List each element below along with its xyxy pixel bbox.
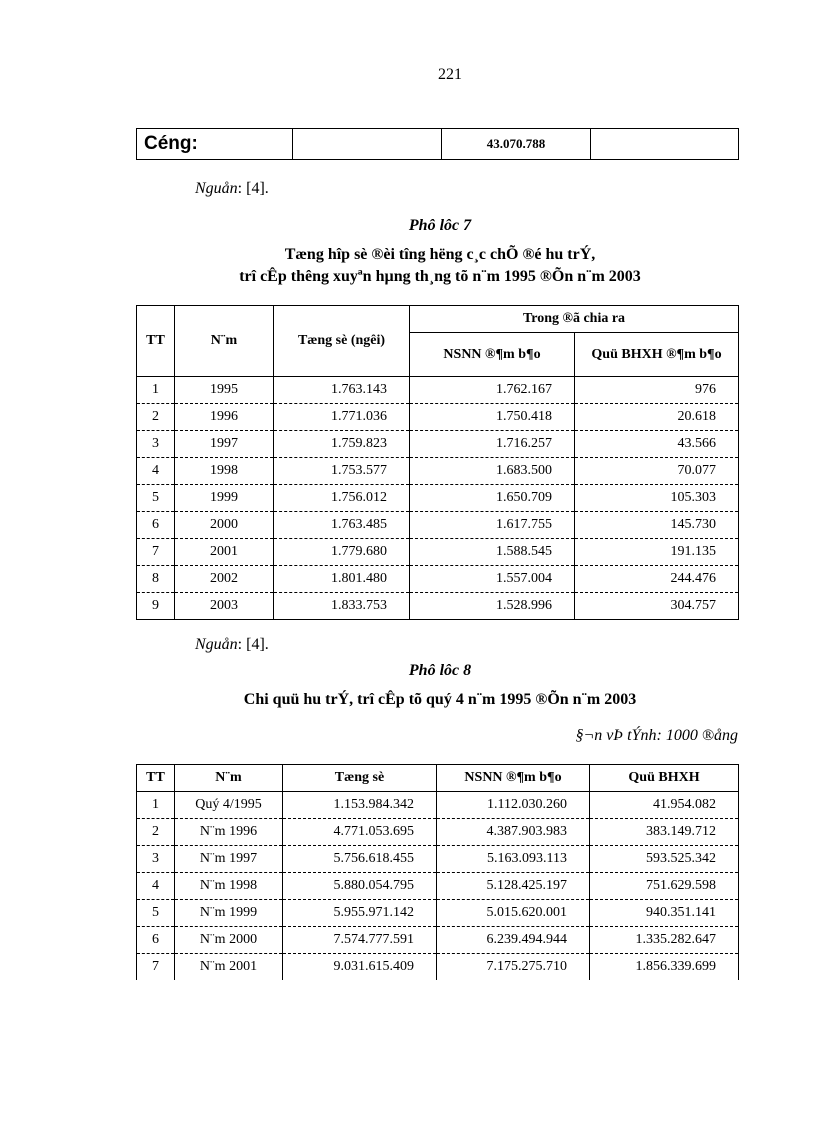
cell-year: 1999	[175, 485, 274, 512]
cell-nsnn: 5.015.620.001	[437, 900, 590, 927]
table-row	[137, 593, 739, 620]
cell-year: N¨m 2001	[175, 954, 283, 981]
cell-nsnn: 1.528.996	[410, 593, 575, 620]
cell-tt: 8	[137, 566, 175, 593]
table-row	[137, 512, 739, 539]
cell-tt: 1	[137, 377, 175, 404]
header-total: Tæng sè	[283, 765, 437, 792]
cell-bhxh: 976	[575, 377, 739, 404]
cell-year: N¨m 1996	[175, 819, 283, 846]
cell-total: 4.771.053.695	[283, 819, 437, 846]
source-label: Nguån	[195, 180, 238, 197]
appendix8-table	[136, 764, 739, 980]
cell-nsnn: 7.175.275.710	[437, 954, 590, 981]
cell-nsnn: 5.163.093.113	[437, 846, 590, 873]
cell-nsnn: 1.683.500	[410, 458, 575, 485]
table-row	[137, 954, 739, 981]
cell-bhxh: 1.856.339.699	[590, 954, 739, 981]
cell-bhxh: 105.303	[575, 485, 739, 512]
header-year: N¨m	[175, 765, 283, 792]
cell-year: 2002	[175, 566, 274, 593]
source-ref: : [4].	[237, 636, 269, 653]
cell-year: N¨m 1999	[175, 900, 283, 927]
table-row	[137, 377, 739, 404]
cell-tt: 6	[137, 927, 175, 954]
cell-nsnn: 1.716.257	[410, 431, 575, 458]
source-label: Nguån	[195, 636, 238, 653]
cell-total: 9.031.615.409	[283, 954, 437, 981]
cell-year: 1997	[175, 431, 274, 458]
header-nsnn: NSNN ®¶m b¶o	[437, 765, 590, 792]
cell-nsnn: 5.128.425.197	[437, 873, 590, 900]
cell-nsnn: 1.762.167	[410, 377, 575, 404]
appendix7-table	[136, 305, 739, 620]
cell-total: 5.955.971.142	[283, 900, 437, 927]
table-row	[137, 539, 739, 566]
cell-tt: 3	[137, 431, 175, 458]
cell-nsnn: 4.387.903.983	[437, 819, 590, 846]
header-tt: TT	[137, 765, 175, 792]
cell-nsnn: 1.557.004	[410, 566, 575, 593]
cell-year: 2000	[175, 512, 274, 539]
cell-year: 1996	[175, 404, 274, 431]
source-ref: : [4].	[237, 180, 269, 197]
cell-bhxh: 940.351.141	[590, 900, 739, 927]
table-row	[137, 927, 739, 954]
table-row	[137, 404, 739, 431]
table-row	[137, 431, 739, 458]
appendix8-subtitle: Chi quü hu trÝ, trî cÊp tõ quý 4 n¨m 1995 ®Õn n¨m 2003	[243, 691, 637, 708]
table-row	[137, 485, 739, 512]
total-empty-cell	[591, 129, 739, 160]
header-year: N¨m	[175, 306, 274, 377]
cell-nsnn: 1.112.030.260	[437, 792, 590, 819]
total-row-table	[136, 128, 739, 160]
header-bhxh: Quü BHXH	[590, 765, 739, 792]
table-row	[137, 873, 739, 900]
cell-bhxh: 751.629.598	[590, 873, 739, 900]
cell-total: 1.779.680	[274, 539, 410, 566]
table-row	[137, 566, 739, 593]
table-row	[137, 792, 739, 819]
appendix7-subtitle-2: trî cÊp thêng xuyªn hµng th¸ng tõ n¨m 1995 ®Õn n¨m 2003	[239, 268, 641, 285]
table-row	[137, 458, 739, 485]
cell-year: 1998	[175, 458, 274, 485]
header-nsnn: NSNN ®¶m b¶o	[410, 333, 575, 377]
cell-total: 1.833.753	[274, 593, 410, 620]
cell-nsnn: 1.588.545	[410, 539, 575, 566]
cell-bhxh: 43.566	[575, 431, 739, 458]
cell-tt: 9	[137, 593, 175, 620]
table-row	[137, 819, 739, 846]
cell-bhxh: 244.476	[575, 566, 739, 593]
cell-bhxh: 1.335.282.647	[590, 927, 739, 954]
cell-total: 1.753.577	[274, 458, 410, 485]
cell-year: N¨m 1998	[175, 873, 283, 900]
source-note	[195, 180, 269, 198]
cell-nsnn: 1.750.418	[410, 404, 575, 431]
cell-bhxh: 383.149.712	[590, 819, 739, 846]
cell-year: 1995	[175, 377, 274, 404]
cell-bhxh: 304.757	[575, 593, 739, 620]
table-row	[137, 900, 739, 927]
cell-bhxh: 70.077	[575, 458, 739, 485]
cell-total: 5.880.054.795	[283, 873, 437, 900]
appendix7-title: Phô lôc 7	[408, 217, 472, 234]
cell-total: 5.756.618.455	[283, 846, 437, 873]
cell-tt: 4	[137, 873, 175, 900]
cell-tt: 5	[137, 485, 175, 512]
cell-total: 7.574.777.591	[283, 927, 437, 954]
cell-year: N¨m 1997	[175, 846, 283, 873]
header-split: Trong ®ã chia ra	[410, 306, 739, 333]
table-row	[137, 846, 739, 873]
appendix7-subtitle-1: Tæng hîp sè ®èi tîng hëng c¸c chÕ ®é hu trÝ,	[284, 246, 596, 263]
cell-nsnn: 6.239.494.944	[437, 927, 590, 954]
cell-tt: 4	[137, 458, 175, 485]
cell-total: 1.763.143	[274, 377, 410, 404]
cell-nsnn: 1.650.709	[410, 485, 575, 512]
header-tt: TT	[137, 306, 175, 377]
cell-total: 1.763.485	[274, 512, 410, 539]
cell-year: N¨m 2000	[175, 927, 283, 954]
cell-total: 1.801.480	[274, 566, 410, 593]
cell-bhxh: 20.618	[575, 404, 739, 431]
source-note	[195, 636, 269, 654]
cell-tt: 7	[137, 954, 175, 981]
cell-bhxh: 41.954.082	[590, 792, 739, 819]
cell-tt: 6	[137, 512, 175, 539]
cell-total: 1.759.823	[274, 431, 410, 458]
cell-tt: 7	[137, 539, 175, 566]
cell-total: 1.756.012	[274, 485, 410, 512]
cell-year: 2003	[175, 593, 274, 620]
cell-year: Quý 4/1995	[175, 792, 283, 819]
unit-note: §¬n vÞ tÝnh: 1000 ®ång	[575, 727, 738, 744]
cell-year: 2001	[175, 539, 274, 566]
cell-total: 1.153.984.342	[283, 792, 437, 819]
cell-nsnn: 1.617.755	[410, 512, 575, 539]
cell-bhxh: 145.730	[575, 512, 739, 539]
cell-total: 1.771.036	[274, 404, 410, 431]
header-bhxh: Quü BHXH ®¶m b¶o	[575, 333, 739, 377]
cell-tt: 2	[137, 819, 175, 846]
cell-bhxh: 191.135	[575, 539, 739, 566]
cell-tt: 2	[137, 404, 175, 431]
page-number: 221	[438, 66, 462, 83]
cell-bhxh: 593.525.342	[590, 846, 739, 873]
total-value: 43.070.788	[442, 129, 591, 160]
cell-tt: 3	[137, 846, 175, 873]
appendix8-title: Phô lôc 8	[408, 662, 472, 679]
total-label: Céng:	[137, 129, 293, 160]
total-empty-cell	[293, 129, 442, 160]
header-total: Tæng sè (ngêi)	[274, 306, 410, 377]
cell-tt: 5	[137, 900, 175, 927]
cell-tt: 1	[137, 792, 175, 819]
